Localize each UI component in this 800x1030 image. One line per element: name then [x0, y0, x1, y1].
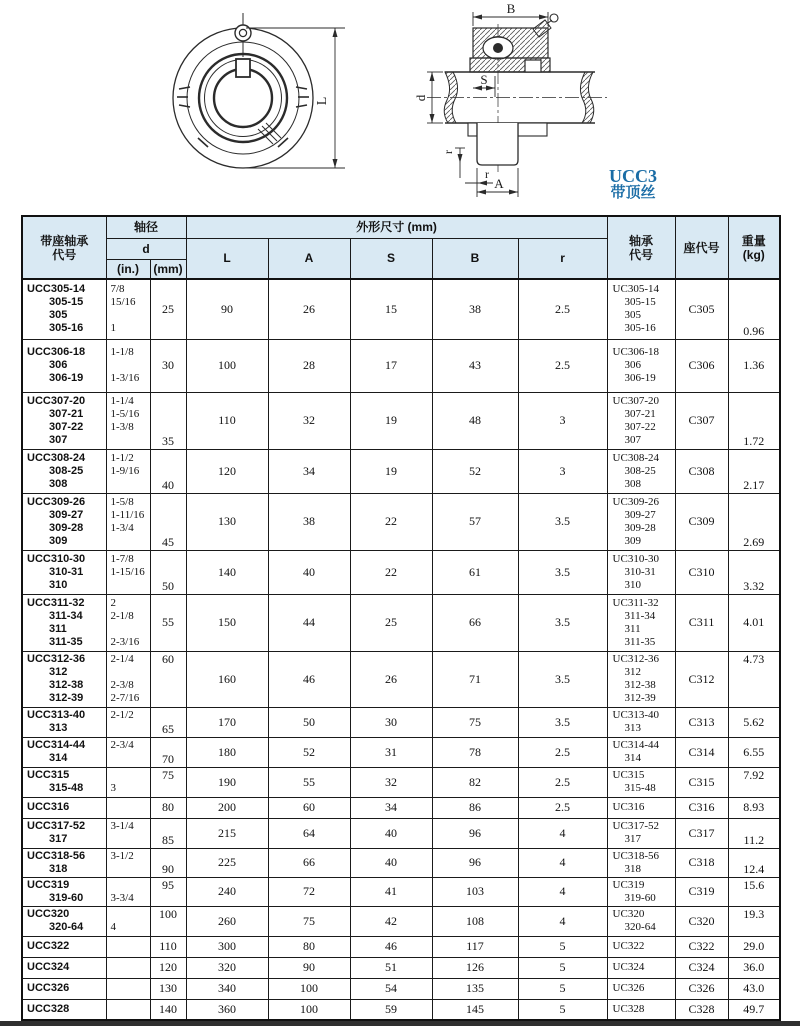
bearing-code-cell: UC322 — [607, 936, 675, 957]
dim-r-cell: 4 — [518, 848, 607, 877]
housed-bearing-code-cell: UCC309-26 309-27 309-28 309 — [22, 493, 106, 550]
dim-S-cell: 31 — [350, 737, 432, 767]
header-d: d — [106, 238, 186, 259]
shaft-dia-inch-cell: 1-1/8 1-3/16 — [106, 339, 150, 392]
shaft-dia-mm-cell: 40 — [150, 449, 186, 493]
shaft-dia-inch-cell: 2-1/2 — [106, 707, 150, 737]
table-row — [22, 818, 780, 848]
housed-bearing-code-cell: UCC320 320-64 — [22, 906, 106, 936]
housed-bearing-code-cell: UCC326 — [22, 978, 106, 999]
housed-bearing-code-cell: UCC312-36 312 312-38 312-39 — [22, 651, 106, 707]
dim-S-cell: 51 — [350, 957, 432, 978]
bearing-code-cell: UC320 320-64 — [607, 906, 675, 936]
dim-L-cell: 180 — [186, 737, 268, 767]
bearing-code-cell: UC309-26 309-27 309-28 309 — [607, 493, 675, 550]
housing-code-cell: C314 — [675, 737, 728, 767]
dim-B-cell: 82 — [432, 767, 518, 797]
housing-code-cell: C319 — [675, 877, 728, 906]
shaft-dia-mm-cell: 60 — [150, 651, 186, 707]
table-row — [22, 999, 780, 1020]
shaft-dia-inch-cell: 2-1/4 2-3/8 2-7/16 — [106, 651, 150, 707]
series-subtitle: 带顶丝 — [610, 185, 656, 201]
table-row — [22, 651, 780, 707]
shaft-dia-inch-cell: 1-1/2 1-9/16 — [106, 449, 150, 493]
dim-A-cell: 75 — [268, 906, 350, 936]
housed-bearing-code-cell: UCC308-24 308-25 308 — [22, 449, 106, 493]
shaft-dia-mm-cell: 100 — [150, 906, 186, 936]
housing-code-cell: C322 — [675, 936, 728, 957]
section-view-drawing — [415, 0, 615, 212]
bearing-code-cell: UC326 — [607, 978, 675, 999]
table-row — [22, 936, 780, 957]
shaft-dia-mm-cell: 50 — [150, 550, 186, 594]
dimension-d-label: d — [413, 94, 428, 102]
weight-cell: 29.0 — [728, 936, 780, 957]
dim-L-cell: 360 — [186, 999, 268, 1020]
table-row — [22, 449, 780, 493]
weight-cell: 36.0 — [728, 957, 780, 978]
page-footer-rule — [0, 1021, 800, 1026]
shaft-dia-inch-cell: 1-1/4 1-5/16 1-3/8 — [106, 392, 150, 449]
dim-S-cell: 19 — [350, 392, 432, 449]
shaft-dia-inch-cell: 2-3/4 — [106, 737, 150, 767]
dim-L-cell: 225 — [186, 848, 268, 877]
housed-bearing-code-cell: UCC306-18 306 306-19 — [22, 339, 106, 392]
dim-A-cell: 64 — [268, 818, 350, 848]
bearing-code-cell: UC318-56 318 — [607, 848, 675, 877]
table-row — [22, 707, 780, 737]
header-housed-bearing-code: 带座轴承 代号 — [22, 216, 106, 279]
shaft-dia-inch-cell — [106, 936, 150, 957]
dim-B-cell: 126 — [432, 957, 518, 978]
weight-cell: 11.2 — [728, 818, 780, 848]
weight-cell: 1.36 — [728, 339, 780, 392]
dim-A-cell: 38 — [268, 493, 350, 550]
shaft-dia-mm-cell: 140 — [150, 999, 186, 1020]
dim-B-cell: 117 — [432, 936, 518, 957]
dim-B-cell: 75 — [432, 707, 518, 737]
dim-A-cell: 80 — [268, 936, 350, 957]
bearing-spec-table — [21, 215, 781, 1021]
table-header — [22, 216, 780, 279]
table-row — [22, 767, 780, 797]
shaft-dia-inch-cell — [106, 957, 150, 978]
header-dim-r: r — [518, 238, 607, 279]
shaft-dia-mm-cell: 90 — [150, 848, 186, 877]
dim-A-cell: 46 — [268, 651, 350, 707]
weight-cell: 7.92 — [728, 767, 780, 797]
header-dim-L: L — [186, 238, 268, 279]
header-housing-code: 座代号 — [675, 216, 728, 279]
housing-code-cell: C328 — [675, 999, 728, 1020]
table-row — [22, 797, 780, 818]
dim-S-cell: 32 — [350, 767, 432, 797]
bearing-code-cell: UC313-40 313 — [607, 707, 675, 737]
header-dim-A: A — [268, 238, 350, 279]
dim-B-cell: 96 — [432, 818, 518, 848]
shaft-dia-inch-cell: 3-3/4 — [106, 877, 150, 906]
dim-L-cell: 215 — [186, 818, 268, 848]
dim-A-cell: 60 — [268, 797, 350, 818]
dim-B-cell: 52 — [432, 449, 518, 493]
set-screw — [525, 60, 541, 72]
weight-cell: 6.55 — [728, 737, 780, 767]
housed-bearing-code-cell: UCC305-14 305-15 305 305-16 — [22, 279, 106, 339]
shaft-dia-mm-cell: 25 — [150, 279, 186, 339]
series-label — [588, 168, 678, 202]
keyway — [236, 59, 250, 77]
header-inch: (in.) — [106, 259, 150, 279]
header-mm: (mm) — [150, 259, 186, 279]
shaft-dia-inch-cell: 4 — [106, 906, 150, 936]
dim-r-cell: 2.5 — [518, 767, 607, 797]
header-bearing-code: 轴承 代号 — [607, 216, 675, 279]
shaft-dia-mm-cell: 75 — [150, 767, 186, 797]
shaft-dia-mm-cell: 35 — [150, 392, 186, 449]
bearing-code-cell: UC314-44 314 — [607, 737, 675, 767]
dim-S-cell: 41 — [350, 877, 432, 906]
dim-L-cell: 300 — [186, 936, 268, 957]
dim-r-cell: 4 — [518, 906, 607, 936]
dim-B-cell: 78 — [432, 737, 518, 767]
dim-A-cell: 32 — [268, 392, 350, 449]
dimension-r-vertical-label: r — [441, 150, 455, 154]
dim-B-cell: 135 — [432, 978, 518, 999]
weight-cell: 19.3 — [728, 906, 780, 936]
housing-code-cell: C307 — [675, 392, 728, 449]
dim-L-cell: 340 — [186, 978, 268, 999]
dim-A-cell: 34 — [268, 449, 350, 493]
bearing-code-cell: UC317-52 317 — [607, 818, 675, 848]
dim-r-cell: 3.5 — [518, 651, 607, 707]
weight-cell: 12.4 — [728, 848, 780, 877]
housing-code-cell: C308 — [675, 449, 728, 493]
shaft-dia-mm-cell: 45 — [150, 493, 186, 550]
weight-cell: 3.32 — [728, 550, 780, 594]
dim-A-cell: 55 — [268, 767, 350, 797]
shaft-dia-mm-cell: 95 — [150, 877, 186, 906]
housed-bearing-code-cell: UCC316 — [22, 797, 106, 818]
table-row — [22, 493, 780, 550]
dim-B-cell: 61 — [432, 550, 518, 594]
header-weight: 重量 (kg) — [728, 216, 780, 279]
dim-r-cell: 5 — [518, 978, 607, 999]
weight-cell: 4.01 — [728, 594, 780, 651]
dim-B-cell: 86 — [432, 797, 518, 818]
housed-bearing-code-cell: UCC318-56 318 — [22, 848, 106, 877]
weight-cell: 4.73 — [728, 651, 780, 707]
shaft-dia-inch-cell: 1-5/8 1-11/16 1-3/4 — [106, 493, 150, 550]
dim-r-cell: 5 — [518, 999, 607, 1020]
housing-code-cell: C318 — [675, 848, 728, 877]
bearing-code-cell: UC311-32 311-34 311 311-35 — [607, 594, 675, 651]
table-row — [22, 877, 780, 906]
housed-bearing-code-cell: UCC317-52 317 — [22, 818, 106, 848]
weight-cell: 5.62 — [728, 707, 780, 737]
table-row — [22, 957, 780, 978]
shaft-dia-mm-cell: 65 — [150, 707, 186, 737]
shaft-dia-inch-cell — [106, 999, 150, 1020]
bearing-code-cell: UC312-36 312 312-38 312-39 — [607, 651, 675, 707]
weight-cell: 2.69 — [728, 493, 780, 550]
dim-S-cell: 26 — [350, 651, 432, 707]
housing-code-cell: C326 — [675, 978, 728, 999]
dimension-L-label: L — [315, 96, 330, 106]
housing-body — [468, 123, 547, 165]
dim-L-cell: 240 — [186, 877, 268, 906]
dim-S-cell: 25 — [350, 594, 432, 651]
dim-B-cell: 43 — [432, 339, 518, 392]
header-dim-S: S — [350, 238, 432, 279]
dim-S-cell: 15 — [350, 279, 432, 339]
shaft-dia-mm-cell: 30 — [150, 339, 186, 392]
dim-A-cell: 90 — [268, 957, 350, 978]
dim-S-cell: 42 — [350, 906, 432, 936]
table-row — [22, 737, 780, 767]
dim-r-cell: 2.5 — [518, 797, 607, 818]
bearing-code-cell: UC308-24 308-25 308 — [607, 449, 675, 493]
housing-code-cell: C320 — [675, 906, 728, 936]
dim-r-cell: 3.5 — [518, 493, 607, 550]
table-row — [22, 978, 780, 999]
shaft-dia-inch-cell: 2 2-1/8 2-3/16 — [106, 594, 150, 651]
weight-cell: 0.96 — [728, 279, 780, 339]
bearing-code-cell: UC316 — [607, 797, 675, 818]
dim-B-cell: 48 — [432, 392, 518, 449]
header-shaft-diameter: 轴径 — [106, 216, 186, 238]
housed-bearing-code-cell: UCC315 315-48 — [22, 767, 106, 797]
housed-bearing-code-cell: UCC324 — [22, 957, 106, 978]
dim-S-cell: 22 — [350, 550, 432, 594]
dim-S-cell: 17 — [350, 339, 432, 392]
dim-L-cell: 120 — [186, 449, 268, 493]
spec-table-wrap — [21, 215, 781, 1021]
shaft-dia-inch-cell: 1-7/8 1-15/16 — [106, 550, 150, 594]
shaft-dia-mm-cell: 70 — [150, 737, 186, 767]
shaft-dia-mm-cell: 85 — [150, 818, 186, 848]
bearing-code-cell: UC306-18 306 306-19 — [607, 339, 675, 392]
weight-cell: 49.7 — [728, 999, 780, 1020]
shaft-dia-inch-cell: 7/8 15/16 1 — [106, 279, 150, 339]
header-outline-dims: 外形尺寸 (mm) — [186, 216, 607, 238]
housed-bearing-code-cell: UCC311-32 311-34 311 311-35 — [22, 594, 106, 651]
dim-S-cell: 40 — [350, 848, 432, 877]
grease-fitting-icon — [235, 25, 251, 41]
dimension-r-horizontal-label: r — [485, 167, 489, 181]
housed-bearing-code-cell: UCC313-40 313 — [22, 707, 106, 737]
header-dim-B: B — [432, 238, 518, 279]
dim-r-cell: 3 — [518, 392, 607, 449]
table-row — [22, 848, 780, 877]
bearing-code-cell: UC315 315-48 — [607, 767, 675, 797]
dim-A-cell: 28 — [268, 339, 350, 392]
housed-bearing-code-cell: UCC322 — [22, 936, 106, 957]
dim-B-cell: 103 — [432, 877, 518, 906]
dim-r-cell: 2.5 — [518, 339, 607, 392]
shaft-dia-inch-cell: 3-1/4 — [106, 818, 150, 848]
technical-drawings — [0, 0, 800, 213]
spec-table-body — [22, 279, 780, 1020]
dim-A-cell: 66 — [268, 848, 350, 877]
dim-r-cell: 3.5 — [518, 594, 607, 651]
table-row — [22, 392, 780, 449]
dim-A-cell: 40 — [268, 550, 350, 594]
housed-bearing-code-cell: UCC328 — [22, 999, 106, 1020]
table-row — [22, 339, 780, 392]
housing-code-cell: C310 — [675, 550, 728, 594]
housed-bearing-code-cell: UCC319 319-60 — [22, 877, 106, 906]
table-row — [22, 279, 780, 339]
shaft-dia-mm-cell: 110 — [150, 936, 186, 957]
weight-cell: 15.6 — [728, 877, 780, 906]
dim-S-cell: 40 — [350, 818, 432, 848]
housing-code-cell: C306 — [675, 339, 728, 392]
shaft-dia-mm-cell: 130 — [150, 978, 186, 999]
dim-L-cell: 130 — [186, 493, 268, 550]
dim-A-cell: 44 — [268, 594, 350, 651]
dim-S-cell: 34 — [350, 797, 432, 818]
dim-B-cell: 96 — [432, 848, 518, 877]
dim-r-cell: 2.5 — [518, 279, 607, 339]
housing-code-cell: C324 — [675, 957, 728, 978]
dim-L-cell: 100 — [186, 339, 268, 392]
shaft-dia-mm-cell: 80 — [150, 797, 186, 818]
table-row — [22, 906, 780, 936]
dim-r-cell: 2.5 — [518, 737, 607, 767]
bearing-code-cell: UC305-14 305-15 305 305-16 — [607, 279, 675, 339]
dimension-A-label: A — [494, 176, 504, 191]
housing-code-cell: C309 — [675, 493, 728, 550]
bearing-code-cell: UC310-30 310-31 310 — [607, 550, 675, 594]
dim-L-cell: 170 — [186, 707, 268, 737]
housing-code-cell: C312 — [675, 651, 728, 707]
dim-A-cell: 50 — [268, 707, 350, 737]
dim-A-cell: 52 — [268, 737, 350, 767]
bearing-code-cell: UC324 — [607, 957, 675, 978]
dimension-L — [246, 28, 345, 168]
dimension-B-label: B — [506, 1, 516, 16]
dim-r-cell: 4 — [518, 818, 607, 848]
dim-B-cell: 108 — [432, 906, 518, 936]
dim-S-cell: 59 — [350, 999, 432, 1020]
housing-code-cell: C313 — [675, 707, 728, 737]
dim-B-cell: 57 — [432, 493, 518, 550]
housed-bearing-code-cell: UCC307-20 307-21 307-22 307 — [22, 392, 106, 449]
dim-L-cell: 160 — [186, 651, 268, 707]
dim-A-cell: 26 — [268, 279, 350, 339]
dimension-S-label: S — [480, 72, 488, 87]
dim-A-cell: 100 — [268, 978, 350, 999]
bearing-code-cell: UC328 — [607, 999, 675, 1020]
shaft-dia-mm-cell: 55 — [150, 594, 186, 651]
shaft-dia-mm-cell: 120 — [150, 957, 186, 978]
front-view-drawing — [140, 5, 370, 205]
collar-tick-marks — [177, 87, 309, 147]
dim-S-cell: 54 — [350, 978, 432, 999]
dim-S-cell: 30 — [350, 707, 432, 737]
series-code: UCC3 — [609, 166, 657, 186]
dim-L-cell: 150 — [186, 594, 268, 651]
shaft-dia-inch-cell — [106, 797, 150, 818]
dim-L-cell: 260 — [186, 906, 268, 936]
dim-r-cell: 5 — [518, 936, 607, 957]
dim-L-cell: 90 — [186, 279, 268, 339]
housed-bearing-code-cell: UCC310-30 310-31 310 — [22, 550, 106, 594]
table-row — [22, 550, 780, 594]
dim-r-cell: 4 — [518, 877, 607, 906]
dim-S-cell: 19 — [350, 449, 432, 493]
dim-L-cell: 110 — [186, 392, 268, 449]
weight-cell: 2.17 — [728, 449, 780, 493]
dim-r-cell: 3 — [518, 449, 607, 493]
bearing-code-cell: UC307-20 307-21 307-22 307 — [607, 392, 675, 449]
dim-L-cell: 320 — [186, 957, 268, 978]
dim-A-cell: 72 — [268, 877, 350, 906]
dim-B-cell: 66 — [432, 594, 518, 651]
dim-L-cell: 140 — [186, 550, 268, 594]
dim-A-cell: 100 — [268, 999, 350, 1020]
table-row — [22, 594, 780, 651]
shaft-dia-inch-cell: 3 — [106, 767, 150, 797]
weight-cell: 43.0 — [728, 978, 780, 999]
shaft-dia-inch-cell — [106, 978, 150, 999]
dim-B-cell: 145 — [432, 999, 518, 1020]
weight-cell: 1.72 — [728, 392, 780, 449]
housing-code-cell: C316 — [675, 797, 728, 818]
housed-bearing-code-cell: UCC314-44 314 — [22, 737, 106, 767]
housing-code-cell: C305 — [675, 279, 728, 339]
bearing-code-cell: UC319 319-60 — [607, 877, 675, 906]
dim-S-cell: 46 — [350, 936, 432, 957]
dim-B-cell: 71 — [432, 651, 518, 707]
dim-L-cell: 200 — [186, 797, 268, 818]
weight-cell: 8.93 — [728, 797, 780, 818]
dim-B-cell: 38 — [432, 279, 518, 339]
housing-code-cell: C317 — [675, 818, 728, 848]
dim-S-cell: 22 — [350, 493, 432, 550]
dim-L-cell: 190 — [186, 767, 268, 797]
shaft-dia-inch-cell: 3-1/2 — [106, 848, 150, 877]
housing-code-cell: C311 — [675, 594, 728, 651]
dim-r-cell: 5 — [518, 957, 607, 978]
housing-code-cell: C315 — [675, 767, 728, 797]
dim-r-cell: 3.5 — [518, 707, 607, 737]
dim-r-cell: 3.5 — [518, 550, 607, 594]
